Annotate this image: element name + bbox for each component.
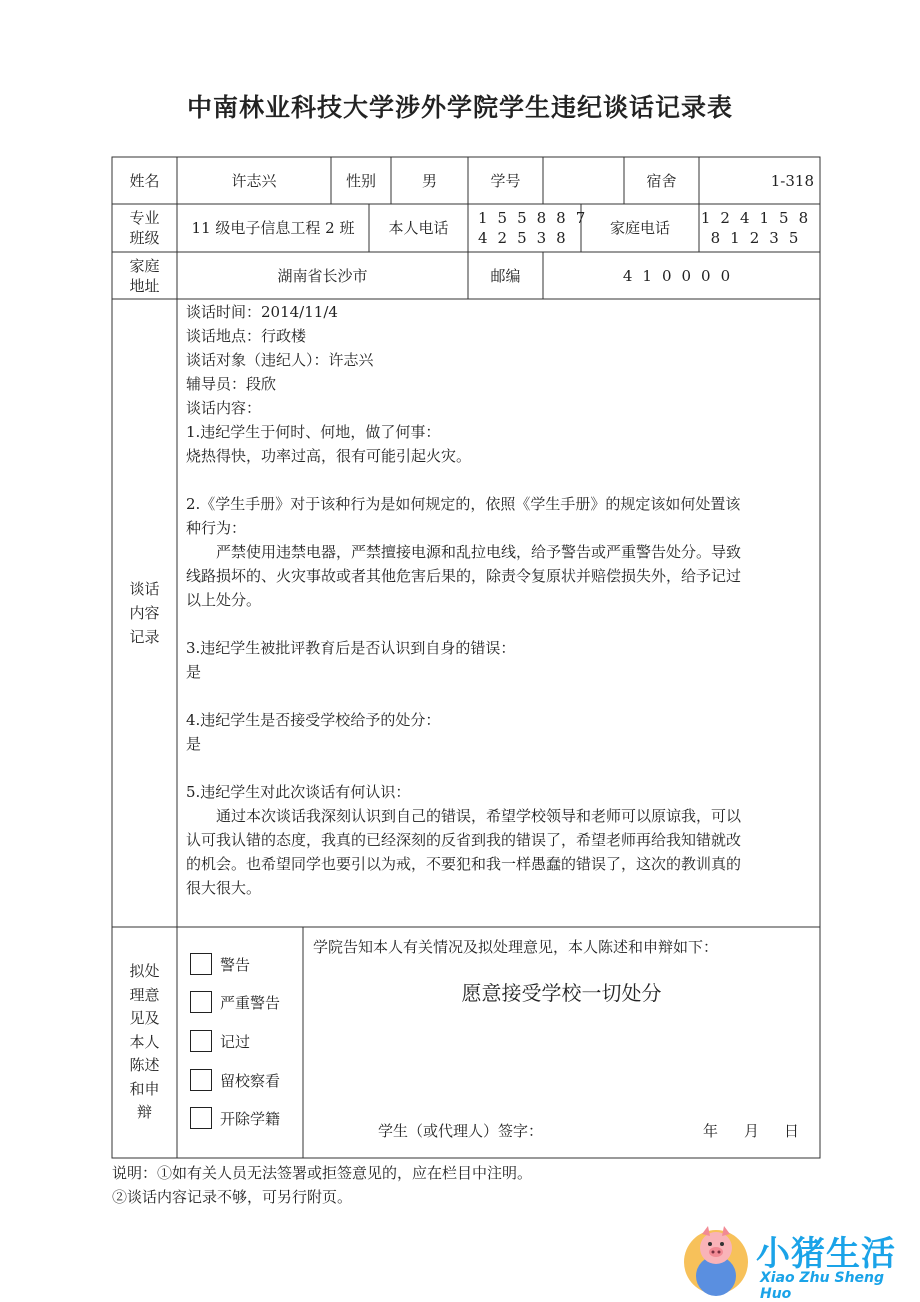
answer-2-line2: 线路损坏的、火灾事故或者其他危害后果的，除责令复原状并赔偿损失外，给予记过 <box>186 567 742 585</box>
option-expulsion[interactable] <box>190 1107 280 1129</box>
option-serious-warning[interactable] <box>190 991 280 1013</box>
option-warning[interactable] <box>190 953 250 975</box>
dorm-label: 宿舍 <box>646 171 677 190</box>
form-title: 中南林业科技大学涉外学院学生违纪谈话记录表 <box>186 93 733 122</box>
demerit-label: 记过 <box>220 1032 251 1051</box>
warning-label: 警告 <box>220 955 251 974</box>
talk-content-label: 谈话内容： <box>186 399 262 417</box>
record-label <box>112 299 177 927</box>
postcode-digits: 410000 <box>622 266 741 285</box>
serious-warning-checkbox[interactable] <box>190 991 212 1013</box>
answer-2-line1: 严禁使用违禁电器，严禁擅接电源和乱拉电线，给予警告或严重警告处分。导致 <box>216 543 742 561</box>
serious-warning-label: 严重警告 <box>220 993 281 1012</box>
home-phone-label: 家庭电话 <box>609 219 670 237</box>
phone-value <box>468 204 596 252</box>
major-label-line1: 专业 <box>129 209 160 227</box>
major-label <box>112 204 177 252</box>
day-label: 日 <box>784 1122 800 1140</box>
disposal-label-line5: 陈述 <box>129 1056 160 1075</box>
logo-text: 小猪生活 <box>756 1234 896 1274</box>
pig-mascot-icon <box>680 1218 752 1298</box>
question-2-line1: 2.《学生手册》对于该种行为是如何规定的，依照《学生手册》的规定该如何处置该 <box>186 495 741 513</box>
disposal-label <box>112 927 177 1158</box>
major-label-line2: 班级 <box>129 229 160 247</box>
probation-checkbox[interactable] <box>190 1069 212 1091</box>
home-phone-line1: 124158 <box>700 209 819 227</box>
disposal-label-line7: 辩 <box>136 1103 152 1122</box>
logo-subtext: Xiao Zhu Sheng Huo <box>760 1270 885 1302</box>
signature-label: 学生（或代理人）签字： <box>378 1122 544 1140</box>
disposal-label-line2: 理意 <box>129 985 160 1004</box>
statement-intro: 学院告知本人有关情况及拟处理意见，本人陈述和申辩如下： <box>313 938 719 956</box>
disposal-label-line6: 和申 <box>129 1079 160 1098</box>
answer-5-line2: 认可我认错的态度，我真的已经深刻的反省到我的错误了，希望老师再给我知错就改 <box>186 831 742 849</box>
phone-line1: 155887 <box>478 209 596 227</box>
expulsion-label: 开除学籍 <box>220 1109 281 1128</box>
watermark-logo <box>680 1218 912 1302</box>
name-label: 姓名 <box>129 171 160 190</box>
record-label-line3: 记录 <box>129 628 160 646</box>
answer-1: 烧热得快，功率过高，很有可能引起火灾。 <box>186 447 472 465</box>
home-phone-value <box>699 204 820 252</box>
month-label: 月 <box>744 1122 760 1140</box>
answer-5-line4: 很大很大。 <box>186 879 262 897</box>
address-value: 湖南省长沙市 <box>277 266 368 285</box>
address-label-line1: 家庭 <box>129 256 160 275</box>
answer-3: 是 <box>186 663 202 681</box>
year-label: 年 <box>703 1122 719 1140</box>
note-2: ②谈话内容记录不够，可另行附页。 <box>112 1188 353 1206</box>
name-value: 许志兴 <box>231 171 277 190</box>
option-probation[interactable] <box>190 1069 280 1091</box>
record-label-line1: 谈话 <box>129 580 160 598</box>
gender-label: 性别 <box>345 171 376 190</box>
disposal-label-line3: 见及 <box>129 1009 160 1028</box>
question-5: 5.违纪学生对此次谈话有何认识： <box>186 783 411 801</box>
warning-checkbox[interactable] <box>190 953 212 975</box>
probation-label: 留校察看 <box>220 1071 281 1090</box>
answer-5-line3: 的机会。也希望同学也要引以为戒，不要犯和我一样愚蠢的错误了，这次的教训真的 <box>186 855 742 873</box>
disposal-label-line1: 拟处 <box>129 962 160 981</box>
phone-label: 本人电话 <box>388 219 449 237</box>
talk-time: 谈话时间：2014/11/4 <box>186 303 338 321</box>
dorm-value: 1-318 <box>770 171 814 190</box>
answer-2-line3: 以上处分。 <box>186 591 262 609</box>
question-4: 4.违纪学生是否接受学校给予的处分： <box>186 711 441 729</box>
answer-4: 是 <box>186 735 202 753</box>
demerit-checkbox[interactable] <box>190 1030 212 1052</box>
student-id-label: 学号 <box>490 171 521 190</box>
talk-target: 谈话对象（违纪人）：许志兴 <box>186 351 374 369</box>
option-demerit[interactable] <box>190 1030 250 1052</box>
postcode-value <box>543 252 820 299</box>
student-statement: 愿意接受学校一切处分 <box>461 981 662 1005</box>
note-1: 说明：①如有关人员无法签署或拒签意见的，应在栏目中注明。 <box>112 1164 533 1182</box>
expulsion-checkbox[interactable] <box>190 1107 212 1129</box>
gender-value: 男 <box>421 171 437 190</box>
question-3: 3.违纪学生被批评教育后是否认识到自身的错误： <box>186 639 516 657</box>
question-2-line2: 种行为： <box>186 519 247 537</box>
postcode-label: 邮编 <box>490 266 521 285</box>
student-id-value <box>543 157 624 204</box>
phone-line2: 42538 <box>478 229 576 247</box>
record-label-line2: 内容 <box>129 604 160 622</box>
question-1: 1.违纪学生于何时、何地，做了何事： <box>186 423 441 441</box>
record-content <box>186 300 788 900</box>
address-label <box>112 252 177 299</box>
home-phone-line2: 81235 <box>710 229 809 247</box>
answer-5-line1: 通过本次谈话我深刻认识到自己的错误，希望学校领导和老师可以原谅我，可以 <box>216 807 742 825</box>
talk-counselor: 辅导员：段欣 <box>186 375 277 393</box>
disposal-label-line4: 本人 <box>129 1032 160 1051</box>
talk-place: 谈话地点：行政楼 <box>186 327 307 345</box>
address-label-line2: 地址 <box>129 276 160 295</box>
major-value: 11 级电子信息工程 2 班 <box>191 219 355 237</box>
